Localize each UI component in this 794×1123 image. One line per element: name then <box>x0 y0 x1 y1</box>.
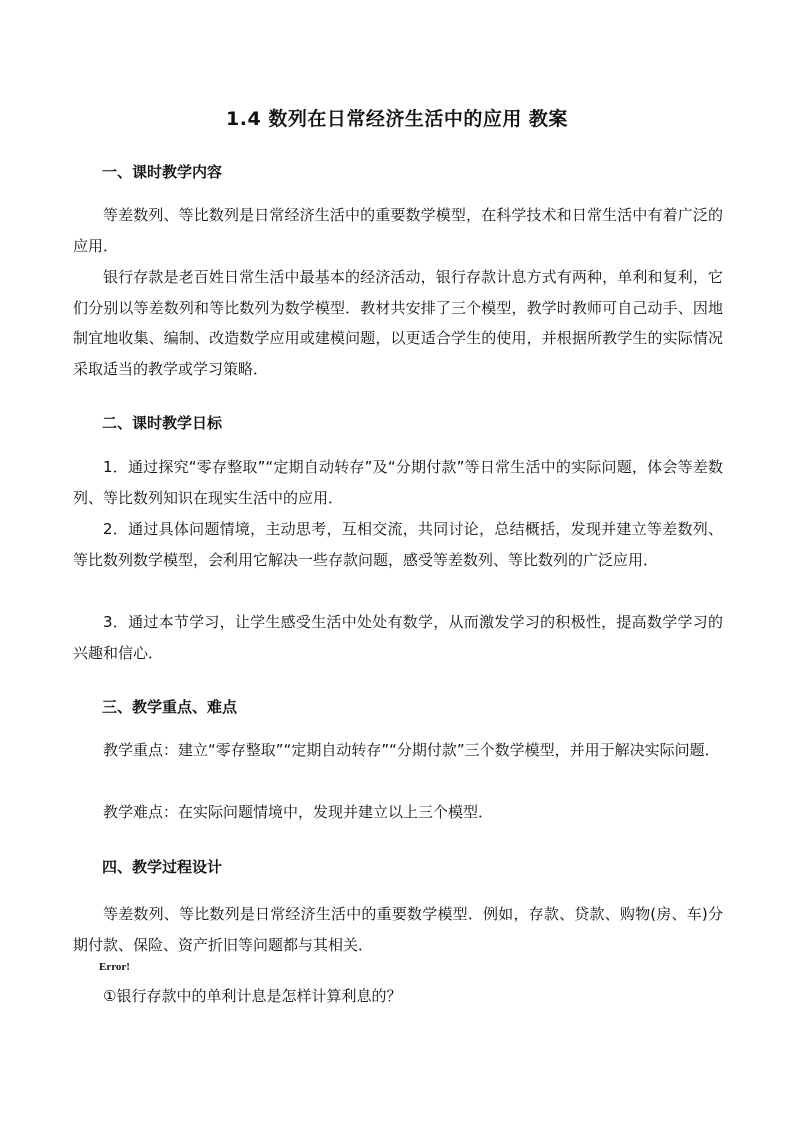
question-1: ①银行存款中的单利计息是怎样计算利息的？ <box>103 987 402 1005</box>
section-1-paragraph-2: 银行存款是老百姓日常生活中最基本的经济活动，银行存款计息方式有两种，单利和复利，它们分别以等差数列和等比数列为数学模型．教材共安排了三个模型，教学时教师可自己动手、因地制宜地收集、编制、改造数学应用或建模问题，以更适合学生的使用，并根据所教学生的实际情况采取适当的教学或学习策略． <box>73 268 723 378</box>
section-4-heading: 四、教学过程设计 <box>102 858 223 876</box>
section-3-paragraph-1: 教学重点：建立“零存整取”“定期自动转存”“分期付款”三个数学模型，并用于解决实际问题． <box>103 741 720 759</box>
section-2-heading: 二、课时教学日标 <box>102 414 223 432</box>
section-3-heading: 三、教学重点、难点 <box>102 698 238 716</box>
section-1-paragraph-1: 等差数列、等比数列是日常经济生活中的重要数学模型，在科学技术和日常生活中有着广泛的应用． <box>73 206 723 255</box>
section-3-paragraph-2: 教学难点：在实际问题情境中，发现并建立以上三个模型． <box>103 803 494 821</box>
section-2-paragraph-2: 2．通过具体问题情境，主动思考，互相交流，共同讨论，总结概括，发现并建立等差数列、等比数列数学模型，会利用它解决一些存款问题，感受等差数列、等比数列的广泛应用． <box>73 520 723 569</box>
section-4-paragraph-1: 等差数列、等比数列是日常经济生活中的重要数学模型．例如，存款、贷款、购物(房、车)分期付款、保险、资产折旧等问题都与其相关． <box>73 905 723 954</box>
section-2-paragraph-1: 1．通过探究“零存整取”“定期自动转存”及“分期付款”等日常生活中的实际问题，体会等差数列、等比数列知识在现实生活中的应用． <box>73 458 723 507</box>
document-title: 1.4 数列在日常经济生活中的应用 教案 <box>226 108 568 130</box>
section-2-paragraph-3: 3．通过本节学习，让学生感受生活中处处有数学，从而激发学习的积极性，提高数学学习的兴趣和信心． <box>73 613 723 662</box>
error-marker: Error! <box>99 961 130 973</box>
section-1-heading: 一、课时教学内容 <box>102 163 223 181</box>
